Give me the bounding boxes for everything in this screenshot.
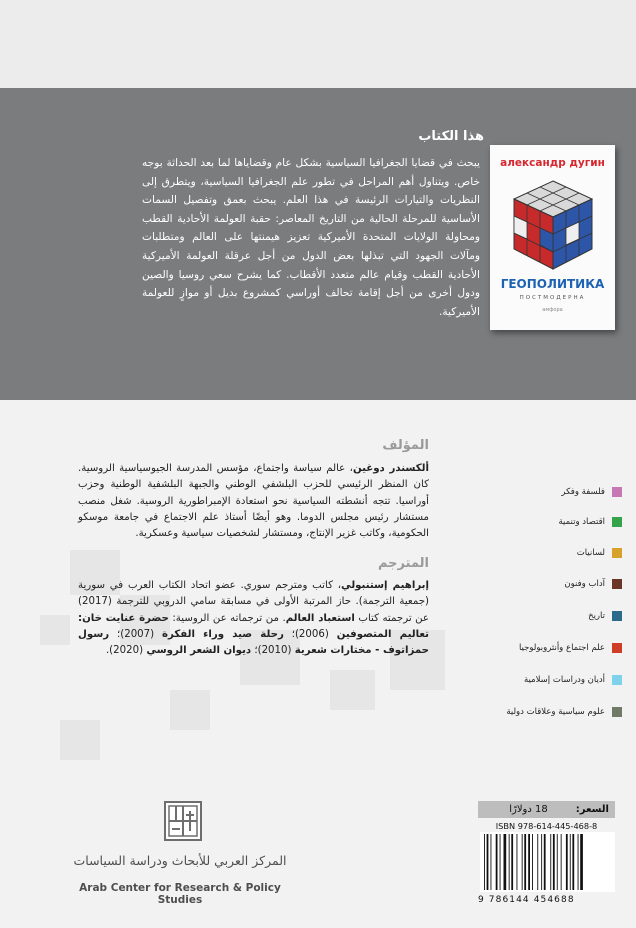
translator-text: (2020). <box>105 645 147 657</box>
category-swatch <box>612 517 622 527</box>
barcode-bar <box>537 834 538 890</box>
translator-book-title: استعباد العالم <box>285 612 355 624</box>
about-paragraph: يبحث في قضايا الجغرافيا السياسية بشكل عام وقضاياها لما بعد الحداثة بوجه خاص. ويتناول أهم المراحل في تطور علم الجغرافيا السياسية، ويتطرق إلى النظريات والتيارات الرئيسة في هذا العلم. يبحث بعمق وتفصيل السمات الأساسية للمرحلة الحالية من التاريخ المعاصر: حقبة العولمة الأحادية القطب ومحاولة الولايات المتحدة الأميركية تعزيز هيمنتها على العالم ومتطلبات ومآلات الجهود التي تبذلها بعض الدول من أجل عرقلة العولمة الأميركية الأحادية القطب وقيام عالم متعدد الأقطاب. كما يشرح سعي روسيا والصين ودول أخرى من أجل إقامة تحالف أوراسي كمشروع بديل أو موازٍ للعولمة الأميركية. <box>142 157 480 318</box>
barcode-bar <box>491 834 492 890</box>
bg-square <box>60 720 100 760</box>
category-item <box>506 705 622 719</box>
barcode-bar <box>524 834 526 890</box>
publisher-logo-mark <box>166 803 200 839</box>
book-cover-subtitle: ПОСТМОДЕРНА <box>519 295 586 301</box>
price-value: 18 دولارًا <box>509 804 548 815</box>
category-label: آداب وفنون <box>564 579 605 589</box>
translator-book-title: حضرة عنايت خان: تعاليم المتصوفين <box>78 612 430 640</box>
barcode-digits: 9 786144 454688 <box>478 895 575 905</box>
book-cover-author: александр дугин <box>500 157 605 169</box>
translator-book-title: رسول حمزاتوف - مختارات شعرية <box>78 628 429 657</box>
category-swatch <box>612 707 622 717</box>
about-heading: هذا الكتاب <box>418 129 484 144</box>
barcode-bar <box>550 834 551 890</box>
category-swatch <box>612 675 622 685</box>
category-swatch <box>612 643 622 653</box>
category-swatch <box>612 611 622 621</box>
category-label: تاريخ <box>588 611 605 621</box>
barcode-bar <box>509 834 510 890</box>
barcode-bar <box>557 834 558 890</box>
category-item <box>577 546 622 560</box>
translator-book-title: رحلة صيد وراء الفكرة <box>162 628 284 640</box>
bg-square <box>170 690 210 730</box>
category-swatch <box>612 579 622 589</box>
barcode-bar <box>532 834 533 890</box>
author-heading: المؤلف <box>382 438 429 453</box>
barcode-bar <box>528 834 530 890</box>
translator-paragraph <box>78 578 429 659</box>
barcode-bar <box>561 834 562 890</box>
book-cover-title: ГЕОПОЛИТИКА <box>500 277 605 291</box>
barcode-bar <box>572 834 574 890</box>
barcode-bar <box>496 834 498 890</box>
publisher-logo <box>164 801 202 841</box>
category-item <box>588 609 622 623</box>
category-item <box>561 485 622 499</box>
barcode-bar <box>517 834 518 890</box>
translator-text: (2006)؛ <box>283 628 337 640</box>
barcode-bar <box>578 834 579 890</box>
translator-name: إبراهيم إستنبولي <box>341 580 429 591</box>
publisher-name-arabic: المركز العربي للأبحاث ودراسة السياسات <box>73 853 287 868</box>
barcode-image <box>480 832 615 892</box>
category-label: اقتصاد وتنمية <box>558 517 605 527</box>
author-bio: ، عالم سياسة واجتماع، مؤسس المدرسة الجيوسياسية الروسية. كان المنظر الرئيسي للحزب البلشفي الوطني والجبهة البلشفية الوطنية وحزب أوراسيا. تتجه أنشطته السياسية نحو استعادة الإمبراطورية الروسية. شغل منصب مستشار رئيس مجلس الدوما. وهو أيضًا أستاذ علم الاجتماع في جامعة موسكو الحكومية، وكاتب غزير الإنتاج، ومستشار لشخصيات سياسية وعسكرية. <box>78 463 429 540</box>
barcode-bar <box>504 834 507 890</box>
category-swatch <box>612 548 622 558</box>
book-cover-image <box>490 145 615 330</box>
category-item <box>524 673 622 687</box>
category-item <box>519 641 622 655</box>
translator-text: . من ترجماته عن الروسية: <box>168 612 286 624</box>
barcode-bar <box>484 834 485 890</box>
category-label: علم اجتماع وأنثروبولوجيا <box>518 643 605 653</box>
barcode-bar <box>580 834 583 890</box>
category-swatch <box>612 487 622 497</box>
barcode-bar <box>570 834 571 890</box>
bg-square <box>40 615 70 645</box>
barcode-bar <box>544 834 546 890</box>
top-band <box>0 0 636 88</box>
barcode-bar <box>511 834 513 890</box>
translator-text: (2007)؛ <box>109 628 163 640</box>
barcode-bar <box>522 834 523 890</box>
price-box <box>478 801 615 818</box>
barcode-bar <box>487 834 489 890</box>
bg-square <box>330 670 375 710</box>
category-item <box>558 515 622 529</box>
author-paragraph <box>78 461 429 542</box>
translator-text: ، كاتب ومترجم سوري. عضو اتحاد الكتاب العرب في سورية (جمعية الترجمة). حاز المرتبة الأولى في مسابقة سامي الدروبي للترجمة (2017) عن ترجمته كتاب <box>78 580 429 624</box>
barcode-bar <box>566 834 568 890</box>
rubiks-cube-illustration <box>510 177 596 273</box>
translator-book-title: ديوان الشعر الروسي <box>146 645 252 657</box>
barcode-bar <box>541 834 542 890</box>
barcode-bar <box>553 834 555 890</box>
category-label: أديان ودراسات إسلامية <box>523 675 605 685</box>
book-cover-publisher: амфора <box>542 307 563 313</box>
barcode-bar <box>500 834 501 890</box>
category-label: لسانيات <box>576 548 605 558</box>
publisher-name-english: Arab Center for Research & Policy Studies <box>79 882 281 906</box>
translator-heading: المترجم <box>377 556 429 571</box>
author-name: ألكسندر دوغين <box>352 463 429 474</box>
category-item <box>564 577 622 591</box>
category-label: علوم سياسية وعلاقات دولية <box>506 707 605 717</box>
category-label: فلسفة وفكر <box>561 487 605 497</box>
isbn-text: ISBN 978-614-445-468-8 <box>495 821 598 831</box>
translator-text: (2010)؛ <box>251 645 295 657</box>
price-label: السعر: <box>575 804 609 815</box>
